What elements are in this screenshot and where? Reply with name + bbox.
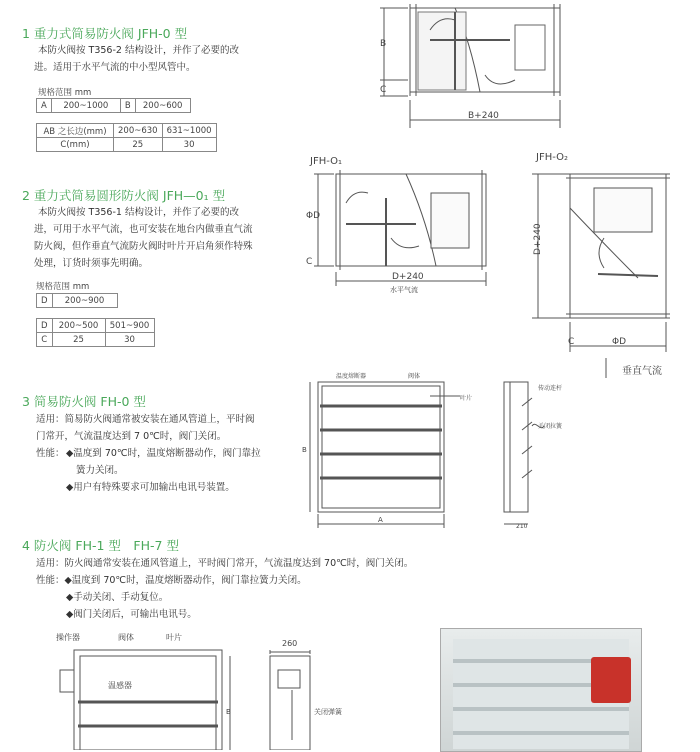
dim-width: B+240 [468, 111, 499, 121]
desc-line: 处理，订货时须事先明确。 [34, 258, 149, 269]
perf-line: ◆用户有特殊要求可加输出电讯号装置。 [66, 482, 235, 493]
figure-title: JFH-O₂ [536, 152, 568, 163]
label-fuse: 温度熔断器 [336, 373, 367, 380]
label-operator: 操作器 [56, 633, 80, 642]
perf-line: ◆手动关闭、手动复位。 [66, 592, 169, 603]
table-cell: 30 [105, 333, 154, 347]
table-cell: 200~900 [52, 294, 117, 308]
table-cell: C(mm) [37, 138, 114, 152]
jfh0-drawing [360, 0, 570, 132]
table-cell: 631~1000 [162, 124, 216, 138]
dim-w: 260 [282, 639, 298, 648]
section-1-heading: 1 重力式简易防火阀 JFH-0 型 [22, 26, 188, 41]
section-4-items [66, 589, 197, 623]
usage-line: 门常开，气流温度达到 7 0℃时，阀门关闭。 [36, 431, 227, 442]
section-3-usage [36, 411, 255, 445]
table-cell: 200~1000 [51, 99, 120, 113]
dim-c: C [306, 257, 313, 267]
table-cell: 30 [162, 138, 216, 152]
perf-line: 簧力关闭。 [76, 465, 124, 476]
table-cell: A [37, 99, 52, 113]
fh0-drawing [300, 366, 570, 534]
figure-title: JFH-O₁ [310, 156, 342, 167]
spec-table-1b [36, 123, 217, 152]
table-cell: 25 [114, 138, 163, 152]
section-4-perf: 性能：◆温度到 70℃时，温度熔断器动作，阀门靠拉簧力关闭。 [36, 575, 307, 586]
table-cell: 200~500 [52, 319, 105, 333]
arrow [485, 75, 515, 84]
dim-d: ΦD [612, 337, 627, 347]
perf-line: ◆阀门关闭后，可输出电讯号。 [66, 609, 197, 620]
dim-w: 210 [516, 523, 528, 530]
section-1-desc [34, 42, 239, 76]
flow-label: 垂直气流 [622, 366, 662, 377]
label-body: 阀体 [408, 373, 421, 380]
table-cell: D [37, 294, 53, 308]
label-sensor: 温感器 [108, 681, 132, 690]
label-spring: 关闭弹簧 [314, 708, 342, 716]
perf-line: ◆温度到 70℃时，温度熔断器动作，阀门靠拉 [66, 448, 261, 459]
photo-actuator [591, 657, 631, 703]
section-3-heading: 3 简易防火阀 FH-0 型 [22, 394, 146, 409]
section-2-desc [34, 204, 253, 272]
spec-table-2b [36, 318, 155, 347]
usage-line: 适用：简易防火阀通常被安装在通风管道上，平时阀 [36, 414, 255, 425]
section-2-heading: 2 重力式简易圆形防火阀 JFH—0₁ 型 [22, 188, 226, 203]
table-cell: D [37, 319, 53, 333]
table-cell: 200~600 [135, 99, 190, 113]
dim-b: B [380, 39, 387, 49]
section-3-perf [66, 445, 261, 496]
dim-c: C [568, 337, 575, 347]
dim-a: A [378, 516, 383, 524]
section-3-perf-label: 性能： [36, 448, 65, 459]
desc-line: 进，可用于水平气流，也可安装在地台内做垂直气流 [34, 224, 253, 235]
table-cell: AB 之长边(mm) [37, 124, 114, 138]
label-blade: 叶片 [166, 633, 182, 642]
table-cell: 25 [52, 333, 105, 347]
jfh01-drawing [296, 148, 496, 298]
table-cell: B [120, 99, 135, 113]
label-blade: 叶片 [460, 395, 473, 402]
dim-b: B [226, 708, 231, 716]
table-cell: 200~630 [114, 124, 163, 138]
label-linkage: 传动连杆 [538, 385, 563, 392]
dim-width: D+240 [392, 272, 424, 282]
spec-table-1a [36, 98, 191, 113]
flow-label: 水平气流 [390, 286, 418, 294]
fh1-drawing [52, 630, 352, 750]
dim-height: D+240 [533, 223, 543, 255]
section-4-usage: 适用：防火阀通常安装在通风管道上，平时阀门常开，气流温度达到 70℃时，阀门关闭。 [36, 558, 414, 569]
range-label: 规格范围 mm [38, 88, 92, 98]
table-cell: 501~900 [105, 319, 154, 333]
product-photo [440, 628, 642, 752]
dim-c: C [380, 85, 387, 95]
desc-line: 本防火阀按 T356-1 结构设计，并作了必要的改 [38, 207, 239, 218]
section-4-heading: 4 防火阀 FH-1 型 FH-7 型 [22, 538, 179, 553]
table-cell: C [37, 333, 53, 347]
spec-table-2a [36, 293, 118, 308]
dim-b: B [302, 446, 307, 454]
desc-line: 进。适用于水平气流的中小型风管中。 [34, 62, 196, 73]
desc-line: 防火阀，但作垂直气流防火阀时叶片开启角须作特殊 [34, 241, 253, 252]
desc-line: 本防火阀按 T356-2 结构设计，并作了必要的改 [38, 45, 239, 56]
label-body: 阀体 [118, 633, 134, 642]
range-label: 规格范围 mm [36, 282, 90, 292]
dim-d: ΦD [306, 211, 321, 221]
label-spring: 关闭拉簧 [538, 423, 563, 430]
jfh02-drawing [518, 148, 698, 380]
